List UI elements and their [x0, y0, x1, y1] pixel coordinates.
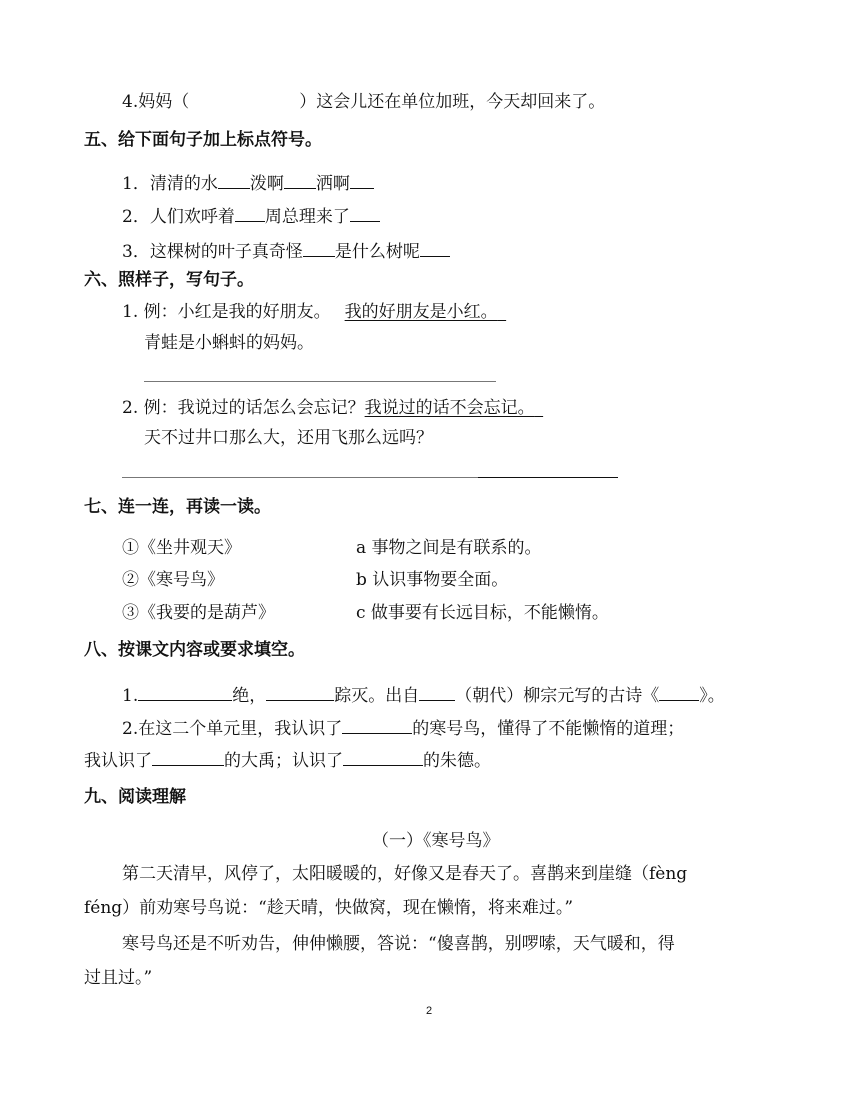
punct-blank[interactable]: [235, 205, 265, 222]
punct-blank[interactable]: [420, 240, 450, 257]
section-6-heading: 六、照样子，写句子。: [84, 270, 254, 290]
s5-text: 人们欢呼着: [149, 207, 235, 227]
match-left-2[interactable]: ②《寒号鸟》: [122, 570, 224, 590]
s5-text: 这棵树的叶子真奇怪: [149, 242, 303, 262]
s8-text: 的朱德。: [423, 751, 491, 771]
s5-item-3: [122, 240, 450, 262]
s5-text: 洒啊: [315, 174, 350, 194]
s5-text: 泼啊: [249, 174, 284, 194]
s5-text: 周总理来了: [264, 207, 350, 227]
section-8-heading: 八、按课文内容或要求填空。: [84, 640, 305, 660]
example-label: 2. 例：我说过的话怎么会忘记？: [122, 398, 365, 418]
s6-prompt-1: 青蛙是小蝌蚪的妈妈。: [144, 333, 314, 353]
fill-blank[interactable]: [419, 684, 455, 701]
s6-example-2: [122, 398, 543, 418]
s8-text: （朝代）柳宗元写的古诗《: [455, 686, 660, 706]
fill-blank[interactable]: [659, 684, 699, 701]
match-right-c[interactable]: c 做事要有长远目标，不能懒惰。: [356, 603, 609, 623]
s8-text: 我认识了: [84, 751, 152, 771]
s8-line-2: [122, 717, 684, 739]
punct-blank[interactable]: [284, 172, 316, 189]
section-7-heading: 七、连一连，再读一读。: [84, 497, 271, 517]
s5-text: 清清的水: [149, 174, 218, 194]
s8-text: 的寒号鸟，懂得了不能懒惰的道理；: [412, 719, 685, 739]
q4-prefix: 4.妈妈（: [122, 92, 190, 112]
fill-blank[interactable]: [343, 749, 423, 766]
s8-line-1: [122, 684, 725, 706]
s8-text: 1.: [122, 686, 139, 706]
punct-blank[interactable]: [350, 205, 380, 222]
s6-prompt-2: 天不过井口那么大，还用飞那么远吗？: [144, 428, 433, 448]
s8-text: 踪灭。出自: [334, 686, 420, 706]
s5-item-num: 1．: [122, 174, 150, 194]
passage-p2-line2: 过且过。”: [84, 968, 153, 988]
s5-item-1: [122, 172, 374, 194]
passage-title: （一）《寒号鸟》: [372, 831, 500, 851]
example-label: 1. 例：小红是我的好朋友。: [122, 302, 331, 322]
match-right-a[interactable]: a 事物之间是有联系的。: [356, 538, 542, 558]
fill-blank[interactable]: [152, 749, 224, 766]
passage-p2-line1: 寒号鸟还是不听劝告，伸伸懒腰，答说：“傻喜鹊，别啰嗦，天气暖和，得: [122, 934, 675, 954]
s8-text: 》。: [699, 686, 725, 706]
punct-blank[interactable]: [350, 172, 374, 189]
page-number: 2: [426, 1005, 433, 1017]
s5-item-num: 2．: [122, 207, 150, 227]
s8-text: 绝，: [232, 686, 267, 706]
fill-blank[interactable]: [138, 684, 232, 701]
punct-blank[interactable]: [218, 172, 250, 189]
example-answer: 我说过的话不会忘记。: [364, 398, 535, 418]
punct-blank[interactable]: [303, 240, 335, 257]
question-4: [122, 92, 605, 112]
s5-item-2: [122, 205, 380, 227]
s6-example-1: [122, 302, 506, 322]
s8-text: 的大禹；认识了: [224, 751, 343, 771]
s5-item-num: 3．: [122, 242, 150, 262]
match-right-b[interactable]: b 认识事物要全面。: [356, 570, 509, 590]
fill-blank[interactable]: [342, 717, 412, 734]
answer-line-2a[interactable]: [122, 477, 478, 478]
s5-text: 是什么树呢: [334, 242, 420, 262]
answer-line-2b[interactable]: [478, 477, 618, 478]
fill-blank[interactable]: [266, 684, 334, 701]
passage-p1-line2: féng）前劝寒号鸟说：“趁天晴，快做窝，现在懒惰，将来难过。”: [84, 898, 574, 918]
passage-p1-line1: 第二天清早，风停了，太阳暖暖的，好像又是春天了。喜鹊来到崖缝（fèng: [122, 864, 688, 884]
section-9-heading: 九、阅读理解: [84, 787, 186, 807]
section-5-heading: 五、给下面句子加上标点符号。: [84, 130, 322, 150]
answer-line-1[interactable]: [144, 381, 496, 382]
s8-line-3: [84, 749, 491, 771]
match-left-3[interactable]: ③《我要的是葫芦》: [122, 603, 275, 623]
match-left-1[interactable]: ①《坐井观天》: [122, 538, 241, 558]
s8-text: 2.在这二个单元里，我认识了: [122, 719, 343, 739]
example-answer: 我的好朋友是小红。: [344, 302, 498, 322]
q4-suffix: ）这会儿还在单位加班，今天却回来了。: [299, 92, 606, 112]
